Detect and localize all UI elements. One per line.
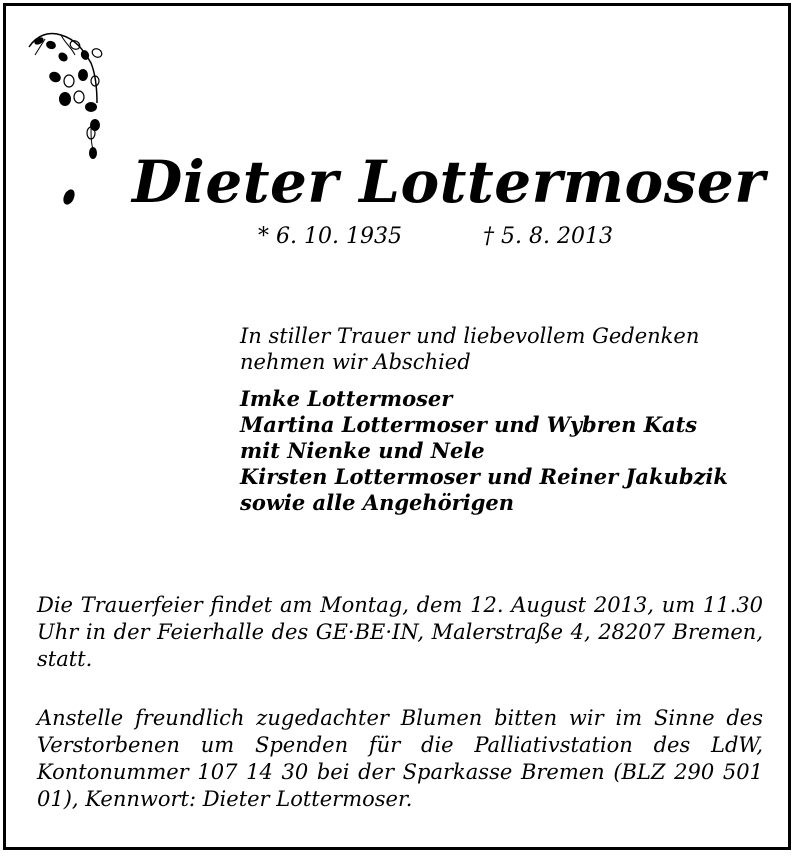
mourning-line: nehmen wir Abschied <box>240 350 471 374</box>
family-member: Martina Lottermoser und Wybren Kats <box>240 412 698 437</box>
mourning-line: In stiller Trauer und liebevollem Gedenken <box>240 324 700 348</box>
funeral-info: Die Trauerfeier findet am Montag, dem 12. August 2013, um 11.30 Uhr in der Feierhalle des GE·BE·IN, Malerstraße 4, 28207 Bremen, statt. <box>37 593 763 671</box>
birth-date: * 6. 10. 1935 <box>258 224 402 249</box>
family-member: sowie alle Angehörigen <box>240 490 515 515</box>
mourning-statement <box>240 323 780 375</box>
donation-info: Anstelle freundlich zugedachter Blumen bitten wir im Sinne des Verstorbenen um Spenden für die Palliativstation des LdW, Kontonummer 107 14 30 bei der Sparkasse Bremen (BLZ 290 501 01), Kennwort: Dieter Lottermoser. <box>37 706 763 811</box>
family-member: mit Nienke und Nele <box>240 438 485 463</box>
deceased-name: Dieter Lottermoser <box>132 148 766 216</box>
family-list <box>240 386 785 516</box>
death-date: † 5. 8. 2013 <box>483 224 613 249</box>
birch-branch-icon <box>25 25 115 215</box>
family-member: Kirsten Lottermoser und Reiner Jakubzik <box>240 464 728 489</box>
family-member: Imke Lottermoser <box>240 386 453 411</box>
